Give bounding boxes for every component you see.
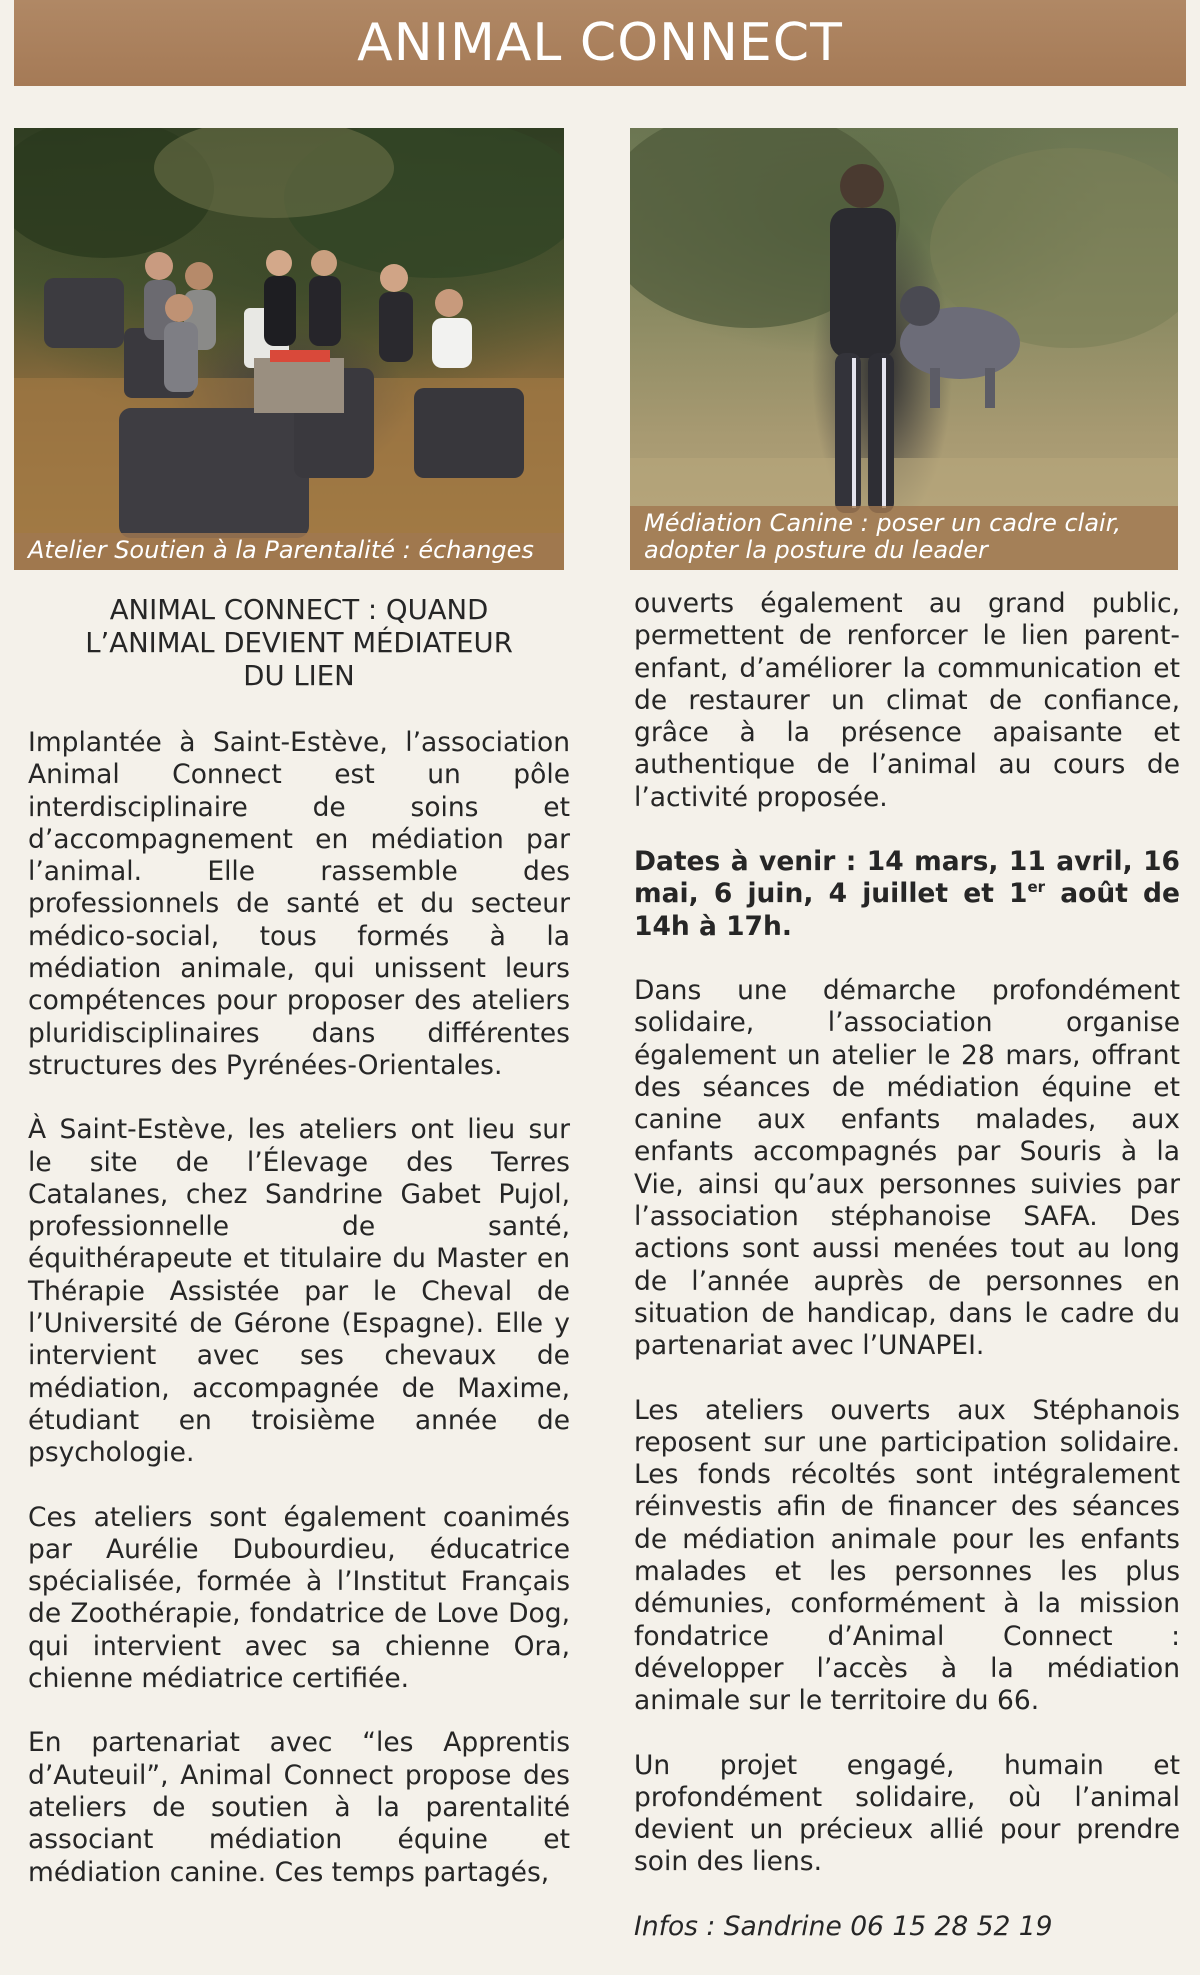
paragraph-conclusion: Un projet engagé, humain et profondément solidaire, où l’animal devient un précieux allié pour prendre soin des liens. [634,1749,1180,1878]
photo-parenting-workshop-illustration [14,128,564,570]
paragraph-partnership: En partenariat avec “les Apprentis d’Auteuil”, Animal Connect propose des ateliers de soutien à la parentalité associant médiation équine et médiation canine. Ces temps partagés, [28,1727,570,1888]
article-headline [28,594,570,693]
dates-superscript: er [1027,878,1046,897]
headline-line-2: L’ANIMAL DEVIENT MÉDIATEUR [85,627,513,659]
paragraph-coanimation: Ces ateliers sont également coanimés par Aurélie Dubourdieu, éducatrice spécialisée, formée à l’Institut Français de Zoothérapie, fondatrice de Love Dog, qui intervient avec sa chienne Ora, chienne médiatrice certifiée. [28,1501,570,1695]
paragraph-solidarity: Dans une démarche profondément solidaire, l’association organise également un atelier le 28 mars, offrant des séances de médiation équine et canine aux enfants malades, aux enfants accompagnés par Souris à la Vie, ainsi qu’aux personnes suivies par l’association stéphanoise SAFA. Des actions sont aussi menées tout au long de l’année auprès de personnes en situation de handicap, dans le cadre du partenariat avec l’UNAPEI. [634,974,1180,1362]
photo-caption-canine [630,506,1178,570]
upcoming-dates [634,846,1180,943]
photo-parenting-workshop [14,128,564,570]
dates-text: Dates à venir : 14 mars, 11 avril, 16 mai, 6 juin, 4 juillet et 1 [634,846,1180,910]
title-banner [14,0,1186,86]
photo-caption-canine-line2: adopter la posture du leader [644,536,988,564]
contact-info: Infos : Sandrine 06 15 28 52 19 [634,1910,1053,1942]
paragraph-saint-esteve: À Saint-Estève, les ateliers ont lieu sur le site de l’Élevage des Terres Catalanes, chez Sandrine Gabet Pujol, professionnelle de santé, équithérapeute et titulaire du Master en Thérapie Assistée par le Cheval de l’Université de Gérone (Espagne). Elle y intervient avec ses chevaux de médiation, accompagnée de Maxime, étudiant en troisième année de psychologie. [28,1114,570,1469]
dates-text-end: août de 14h à 17h. [634,878,1181,942]
article-column-right [634,588,1180,1975]
headline-line-1: ANIMAL CONNECT : QUAND [109,594,489,626]
banner-title: ANIMAL CONNECT [357,13,843,73]
paragraph-intro: Implantée à Saint-Estève, l’association Animal Connect est un pôle interdisciplinaire de soins et d’accompagnement en médiation par l’animal. Elle rassemble des professionnels de santé et du secteur médico-social, tous formés à la médiation animale, qui unissent leurs compétences pour proposer des ateliers pluridisciplinaires dans différentes structures des Pyrénées-Orientales. [28,727,570,1081]
paragraph-partnership-continued: ouverts également au grand public, permettent de renforcer le lien parent-enfant, d’améliorer la communication et de restaurer un climat de confiance, grâce à la présence apaisante et authentique de l’animal au cours de l’activité proposée. [634,588,1180,813]
article-column-left [28,588,570,1921]
headline-line-3: DU LIEN [243,660,355,692]
photo-canine-mediation-illustration [630,128,1178,570]
photo-canine-mediation [630,128,1178,570]
photo-caption-parenting: Atelier Soutien à la Parentalité : échanges [14,533,564,570]
paragraph-funding: Les ateliers ouverts aux Stéphanois reposent sur une participation solidaire. Les fonds récoltés sont intégralement réinvestis afin de financer des séances de médiation animale pour les enfants malades et les personnes les plus démunies, conformément à la mission fondatrice d’Animal Connect : développer l’accès à la médiation animale sur le territoire du 66. [634,1394,1180,1717]
photo-caption-canine-line1: Médiation Canine : poser un cadre clair, [644,509,1122,537]
